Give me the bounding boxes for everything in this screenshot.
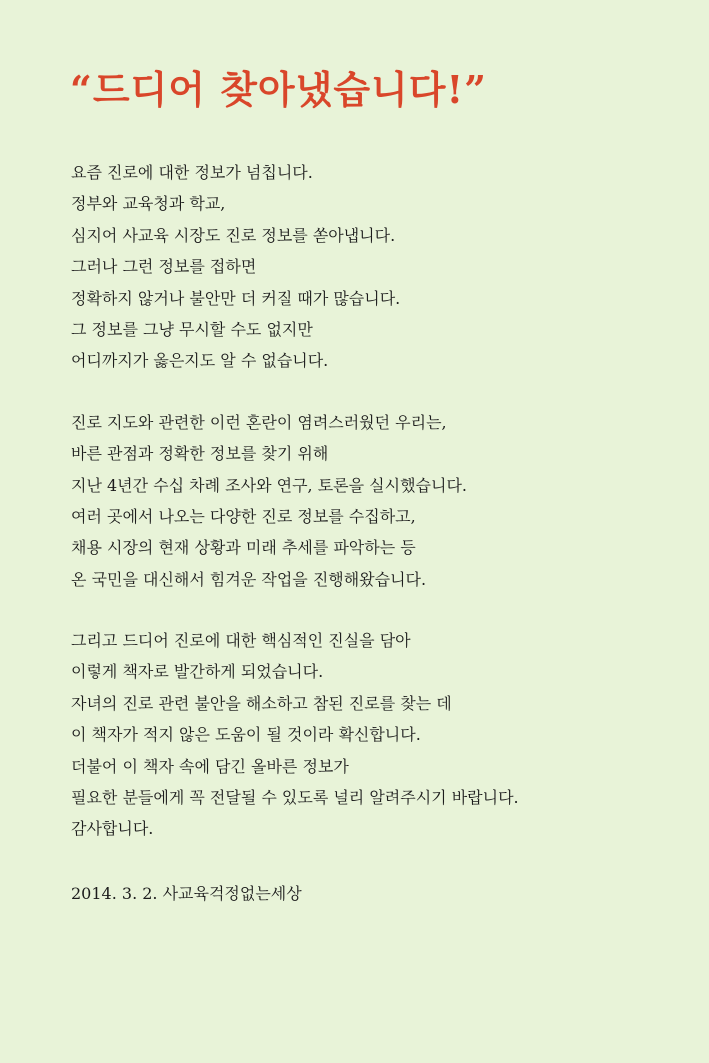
paragraph-2	[71, 407, 691, 595]
text-line: 그 정보를 그냥 무시할 수도 없지만	[71, 319, 313, 339]
letter-body	[71, 157, 691, 875]
text-line: 자녀의 진로 관련 불안을 해소하고 참된 진로를 찾는 데	[71, 693, 452, 713]
text-line: 필요한 분들에게 꼭 전달될 수 있도록 널리 알려주시기 바랍니다.	[71, 788, 519, 808]
text-line: 어디까지가 옳은지도 알 수 없습니다.	[71, 351, 329, 371]
text-line: 이렇게 책자로 발간하게 되었습니다.	[71, 662, 324, 682]
paragraph-3	[71, 625, 691, 845]
paragraph-1	[71, 157, 691, 377]
text-line: 그리고 드디어 진로에 대한 핵심적인 진실을 담아	[71, 631, 411, 651]
text-line: 감사합니다.	[71, 819, 154, 839]
text-line: 더불어 이 책자 속에 담긴 올바른 정보가	[71, 756, 349, 776]
text-line: 여러 곳에서 나오는 다양한 진로 정보를 수집하고,	[71, 506, 416, 526]
text-line: 정부와 교육청과 학교,	[71, 194, 226, 214]
text-line: 지난 4년간 수십 차례 조사와 연구, 토론을 실시했습니다.	[71, 475, 467, 495]
text-line: 바른 관점과 정확한 정보를 찾기 위해	[71, 444, 329, 464]
text-line: 온 국민을 대신해서 힘겨운 작업을 진행해왔습니다.	[71, 569, 427, 589]
signature-date: 2014. 3. 2. 사교육걱정없는세상	[71, 884, 302, 903]
text-line: 이 책자가 적지 않은 도움이 될 것이라 확신합니다.	[71, 725, 421, 745]
text-line: 진로 지도와 관련한 이런 혼란이 염려스러웠던 우리는,	[71, 412, 447, 432]
text-line: 그러나 그런 정보를 접하면	[71, 257, 257, 277]
page-title: “드디어 찾아냈습니다!”	[70, 67, 487, 112]
text-line: 요즘 진로에 대한 정보가 넘칩니다.	[71, 163, 313, 182]
text-line: 채용 시장의 현재 상황과 미래 추세를 파악하는 등	[71, 538, 416, 558]
text-line: 심지어 사교육 시장도 진로 정보를 쏟아냅니다.	[71, 225, 396, 245]
text-line: 정확하지 않거나 불안만 더 커질 때가 많습니다.	[71, 288, 401, 308]
